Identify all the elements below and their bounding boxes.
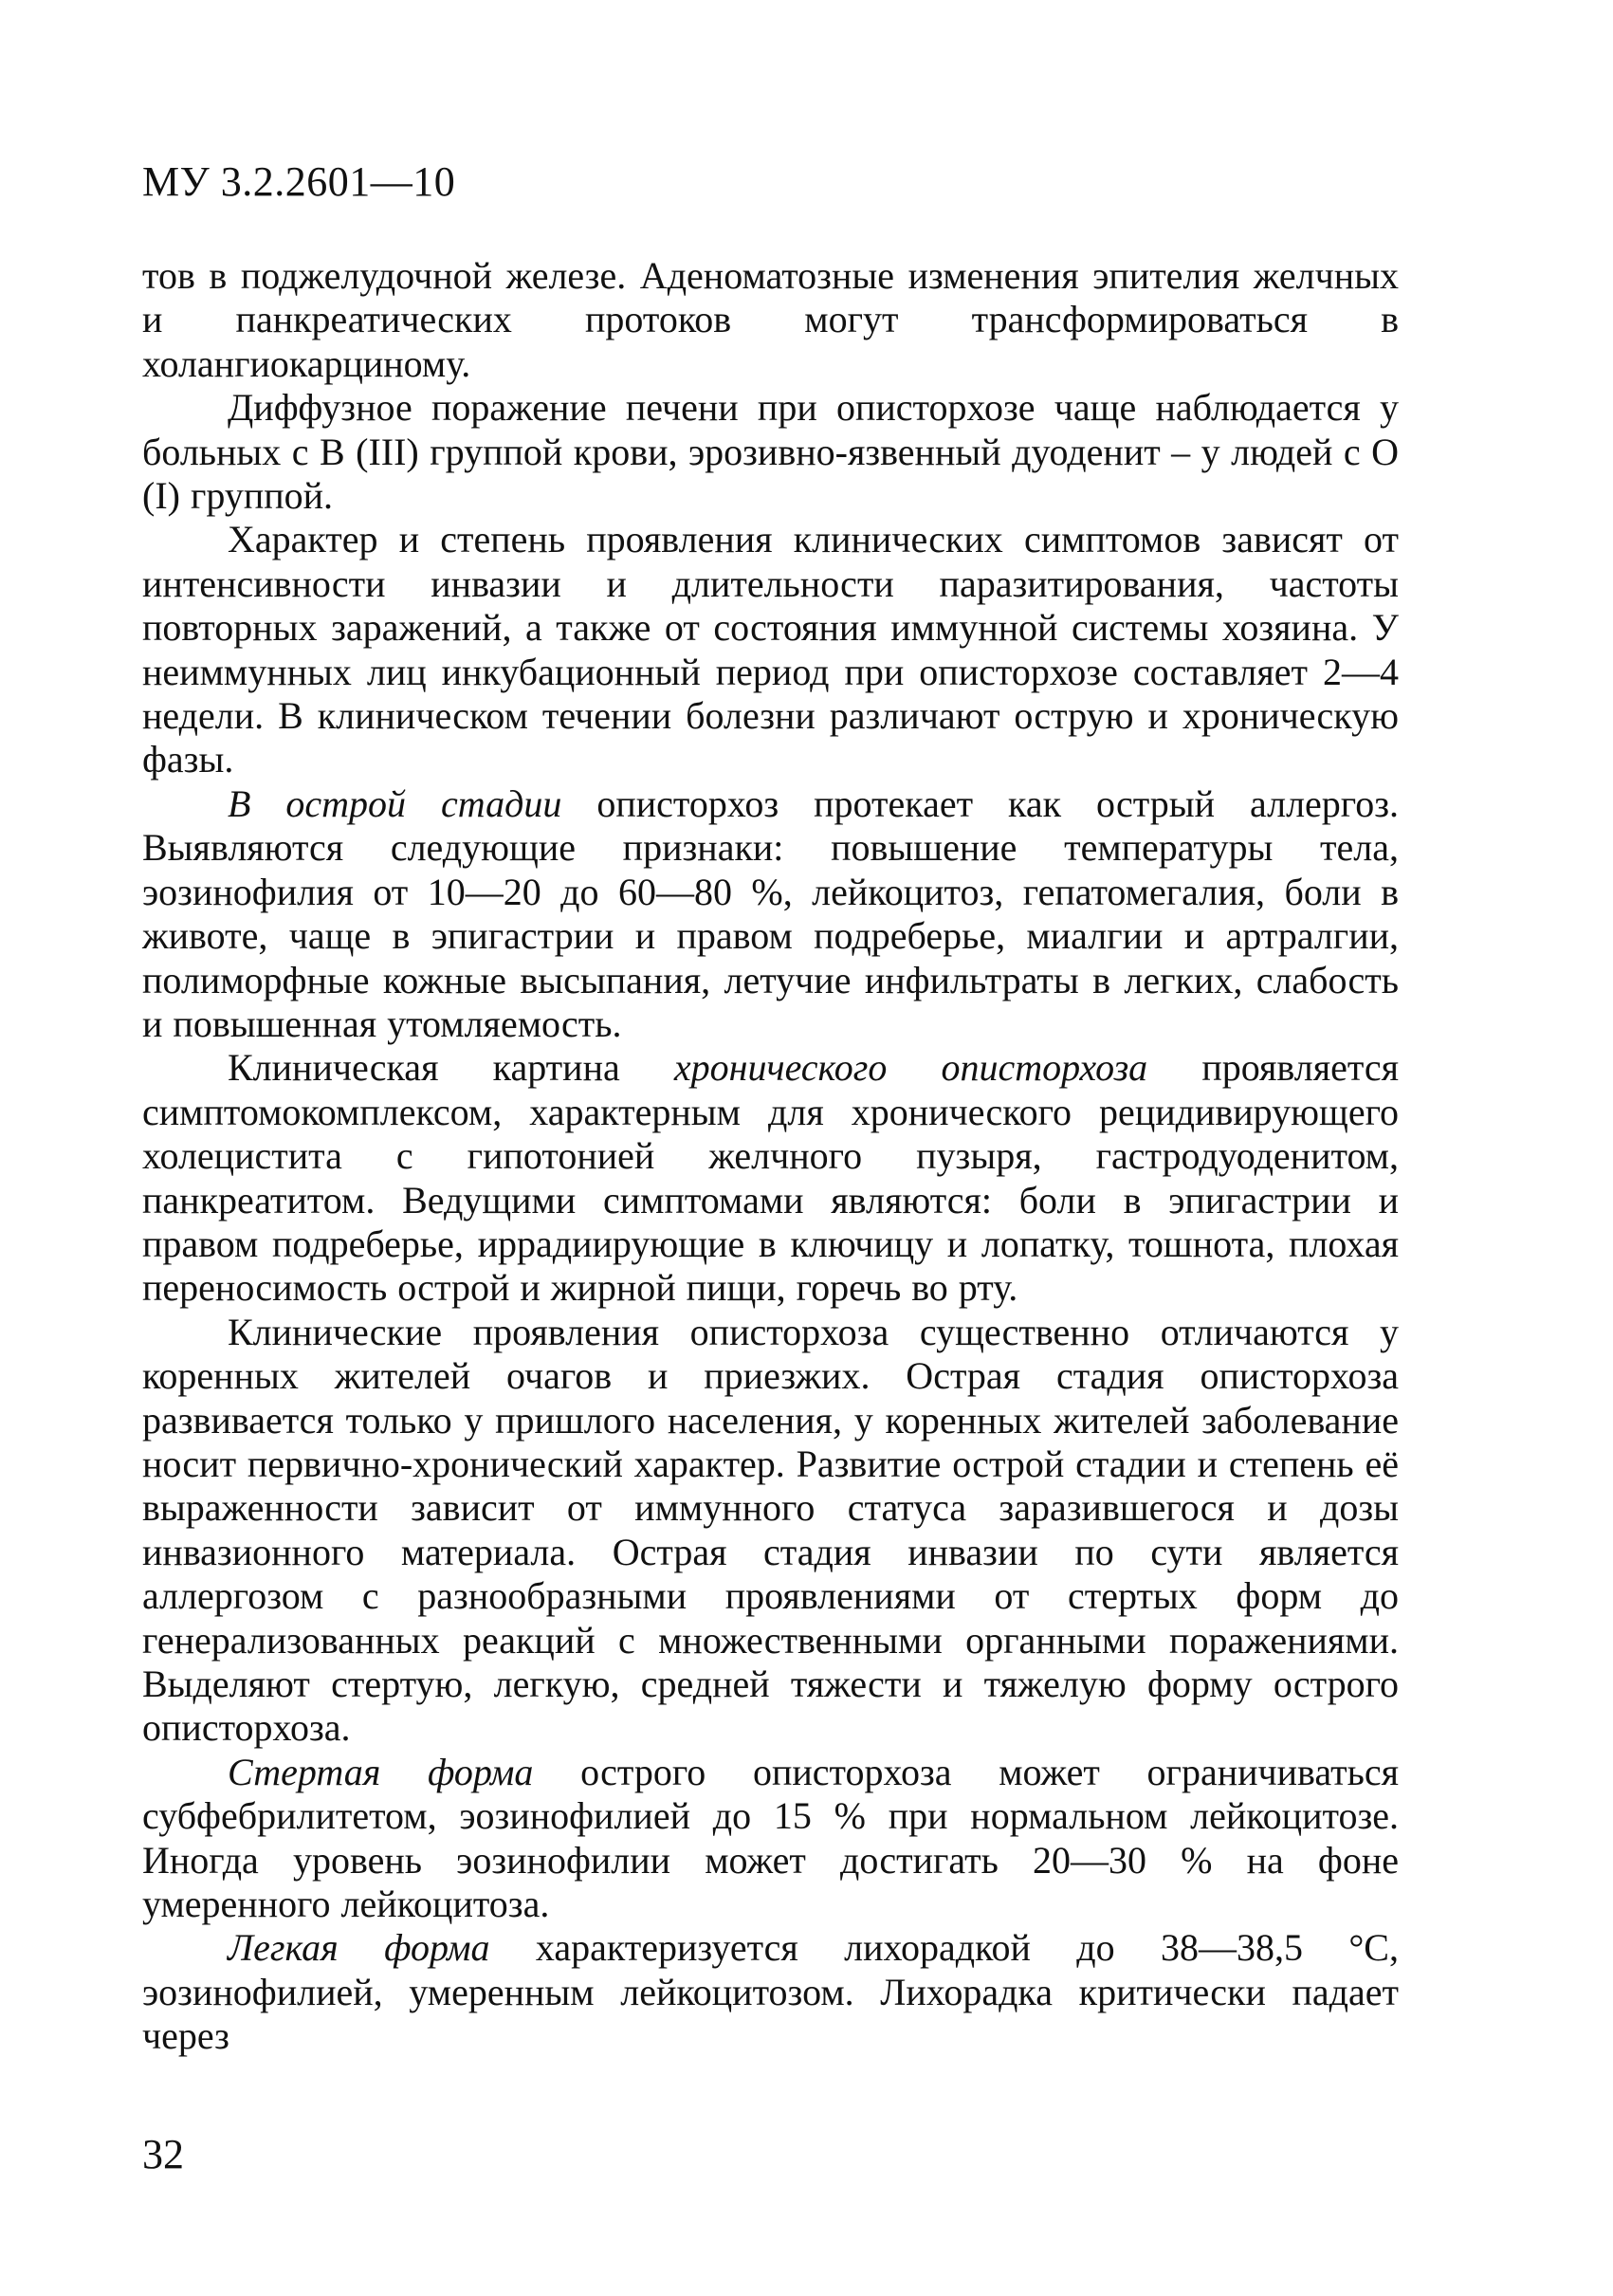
text-run: тов в поджелудочной железе. Аденоматозные изменения эпителия желчных и панкреатических протоков могут трансформироваться в холангиокарциному.	[142, 254, 1399, 385]
text-run: Клиническая картина	[228, 1046, 674, 1090]
text-run: Клинические проявления описторхоза существенно отличаются у коренных жителей очагов и приезжих. Острая стадия описторхоза развивается только у пришлого населения, у коренных жителей заболевание носит первично-хронический характер. Развитие острой стадии и степень её выраженности зависит от иммунного статуса заразившегося и дозы инвазионного материала. Острая стадия инвазии по сути является аллергозом с разнообразными проявлениями от стертых форм до генерализованных реакций с множественными органными поражениями. Выделяют стертую, легкую, средней тяжести и тяжелую форму острого описторхоза.	[142, 1310, 1399, 1750]
text-run: описторхоз протекает как острый аллергоз. Выявляются следующие признаки: повышение температуры тела, эозинофилия от 10—20 до 60—80 %, лейкоцитоз, гепатомегалия, боли в животе, чаще в эпигастрии и правом подреберье, миалгии и артралгии, полиморфные кожные высыпания, летучие инфильтраты в легких, слабость и повышенная утомляемость.	[142, 781, 1400, 1045]
text-run: острого описторхоза может ограничиваться субфебрилитетом, эозинофилией до 15 % при нормальном лейкоцитозе. Иногда уровень эозинофилии может достигать 20—30 % на фоне умеренного лейкоцитоза.	[142, 1750, 1400, 1926]
paragraph	[142, 1311, 1399, 1751]
italic-term: хронического описторхоза	[673, 1046, 1148, 1090]
text-run: Диффузное поражение печени при описторхозе чаще наблюдается у больных с В (III) группой крови, эрозивно-язвенный дуоденит – у людей с О (I) группой.	[142, 386, 1399, 518]
paragraph	[142, 782, 1399, 1046]
italic-term: В острой стадии	[228, 781, 562, 825]
paragraph	[142, 1046, 1399, 1310]
page-number: 32	[142, 2131, 184, 2177]
page-body-text	[142, 254, 1399, 2059]
paragraph	[142, 1926, 1399, 2058]
paragraph	[142, 386, 1399, 518]
paragraph	[142, 254, 1399, 386]
text-run: характеризуется лихорадкой до 38—38,5 °С, эозинофилией, умеренным лейкоцитозом. Лихорадка критически падает через	[142, 1926, 1399, 2058]
text-run: Характер и степень проявления клинических симптомов зависят от интенсивности инвазии и длительности паразитирования, частоты повторных заражений, а также от состояния иммунной системы хозяина. У неиммунных лиц инкубационный период при описторхозе составляет 2—4 недели. В клиническом течении болезни различают острую и хроническую фазы.	[142, 518, 1399, 781]
paragraph	[142, 518, 1399, 781]
italic-term: Стертая форма	[228, 1750, 534, 1793]
document-code-header: МУ 3.2.2601—10	[142, 158, 456, 205]
text-run: проявляется симптомокомплексом, характерным для хронического рецидивирующего холецистита с гипотонией желчного пузыря, гастродуоденитом, панкреатитом. Ведущими симптомами являются: боли в эпигастрии и правом подреберье, иррадиирующие в ключицу и лопатку, тошнота, плохая переносимость острой и жирной пищи, горечь во рту.	[142, 1046, 1399, 1310]
italic-term: Легкая форма	[228, 1926, 490, 1970]
paragraph	[142, 1751, 1399, 1927]
